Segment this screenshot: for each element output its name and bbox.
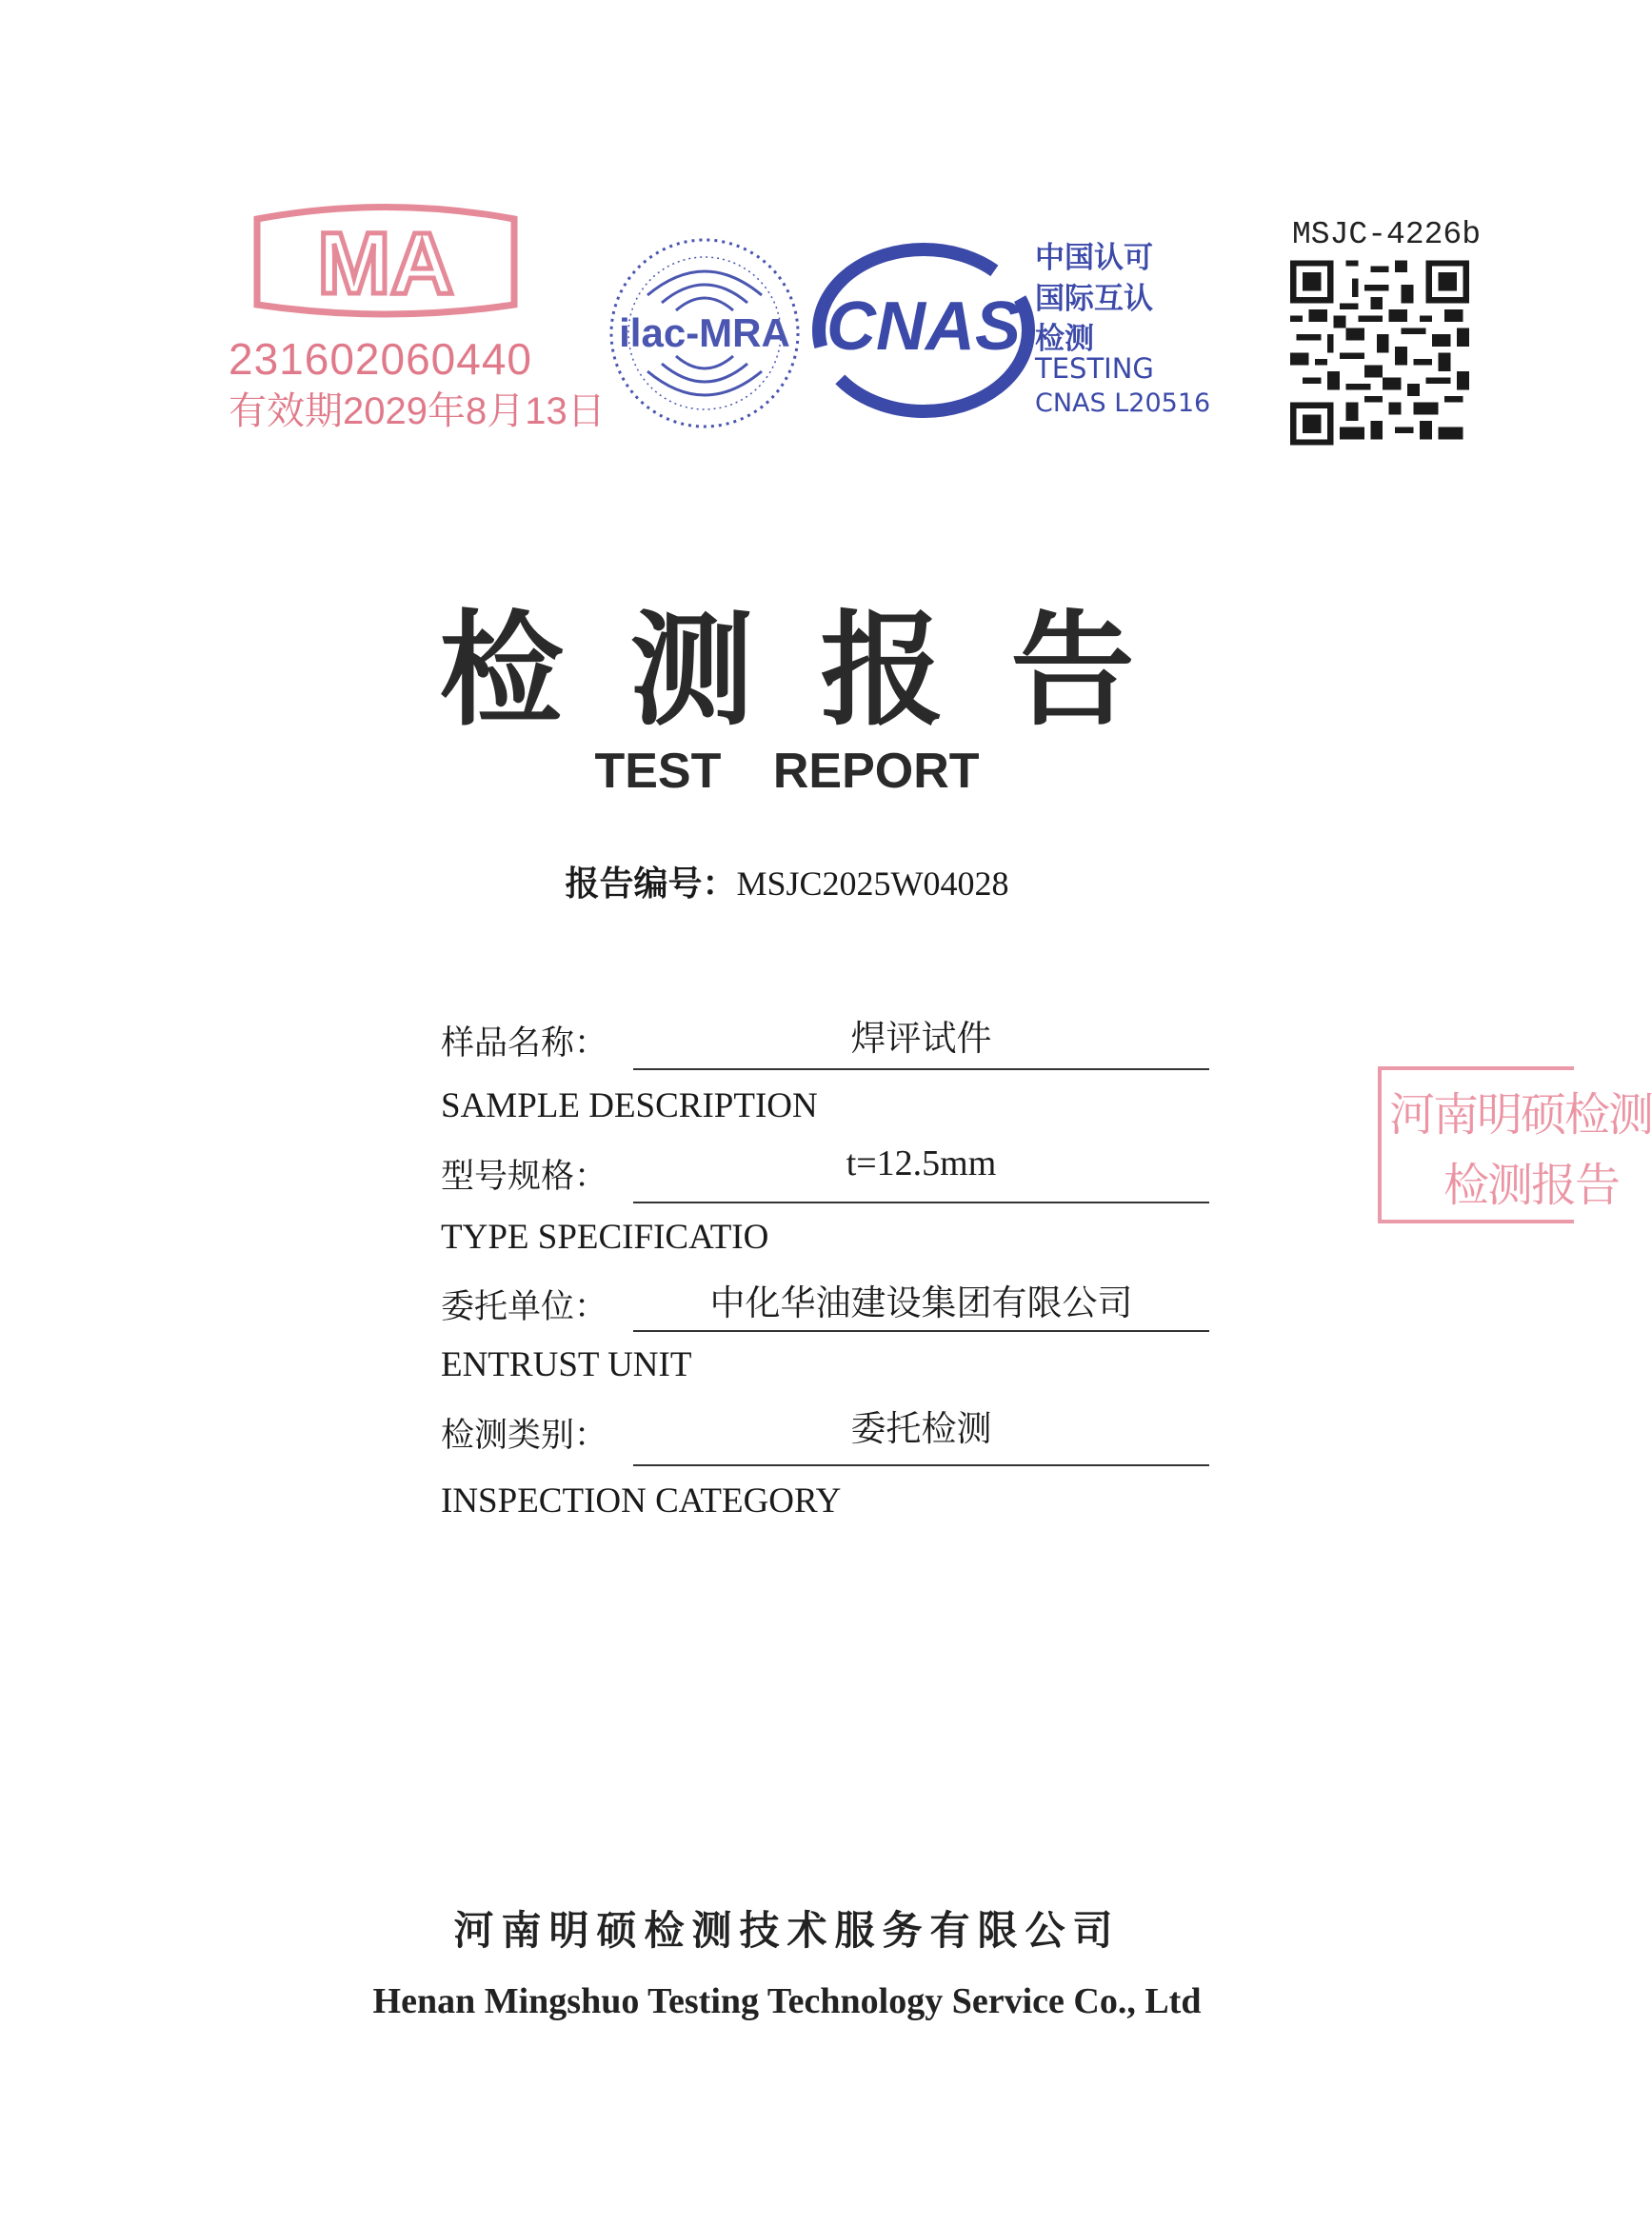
ilac-logo-text: ilac-MRA — [619, 310, 790, 355]
model-spec-value: t=12.5mm — [846, 1143, 997, 1183]
cnas-testing-label: TESTING — [1035, 352, 1154, 385]
entrust-unit-underline — [633, 1330, 1209, 1332]
cnas-logo — [809, 243, 1038, 419]
company-name-cn: 河南明硕检测技术服务有限公司 — [453, 1907, 1121, 1954]
cnas-label-line3: 检测 — [1035, 322, 1094, 356]
model-spec-label: 型号规格： — [441, 1158, 608, 1196]
cma-logo — [229, 200, 543, 324]
sample-name-underline — [633, 1068, 1209, 1070]
inspection-category-underline — [633, 1464, 1209, 1466]
inspection-category-value: 委托检测 — [850, 1408, 992, 1449]
inspection-category-label-en: INSPECTION CATEGORY — [441, 1481, 842, 1520]
sample-description-label: SAMPLE DESCRIPTION — [441, 1086, 818, 1125]
inspection-category-label-cn: 检测类别： — [441, 1417, 608, 1455]
report-number-value: MSJC2025W04028 — [736, 865, 1009, 903]
entrust-unit-value: 中化华油建设集团有限公司 — [709, 1282, 1133, 1323]
ilac-mra-logo — [605, 229, 805, 438]
report-title-cn: 检测报告 — [439, 598, 1202, 743]
qr-code-icon[interactable] — [1290, 260, 1469, 446]
report-number-label: 报告编号： — [565, 865, 737, 904]
sample-name-label: 样品名称： — [441, 1024, 608, 1063]
sample-name-value: 焊评试件 — [850, 1018, 992, 1059]
cma-logo-text: MA — [317, 215, 454, 312]
report-title-en: TEST REPORT — [594, 744, 980, 799]
entrust-unit-label-en: ENTRUST UNIT — [441, 1345, 692, 1384]
side-seal-line1: 河南明硕检测 — [1389, 1088, 1652, 1142]
entrust-unit-label-cn: 委托单位： — [441, 1288, 608, 1326]
cnas-logo-text: CNAS — [826, 288, 1022, 365]
cma-number: 231602060440 — [229, 334, 532, 384]
model-spec-underline — [633, 1202, 1209, 1203]
cnas-label-line2: 国际互认 — [1035, 282, 1153, 316]
document-code: MSJC-4226b — [1292, 217, 1482, 252]
cma-validity: 有效期2029年8月13日 — [229, 390, 606, 432]
cnas-accreditation-code: CNAS L20516 — [1035, 388, 1211, 418]
side-seal-line2: 检测报告 — [1443, 1159, 1620, 1212]
report-number — [0, 857, 1574, 905]
side-seal-stamp — [1378, 1066, 1652, 1223]
company-name-en: Henan Mingshuo Testing Technology Service Co., Ltd — [372, 1981, 1202, 2021]
type-specification-label: TYPE SPECIFICATIO — [441, 1218, 769, 1257]
cnas-label-line1: 中国认可 — [1035, 241, 1153, 275]
